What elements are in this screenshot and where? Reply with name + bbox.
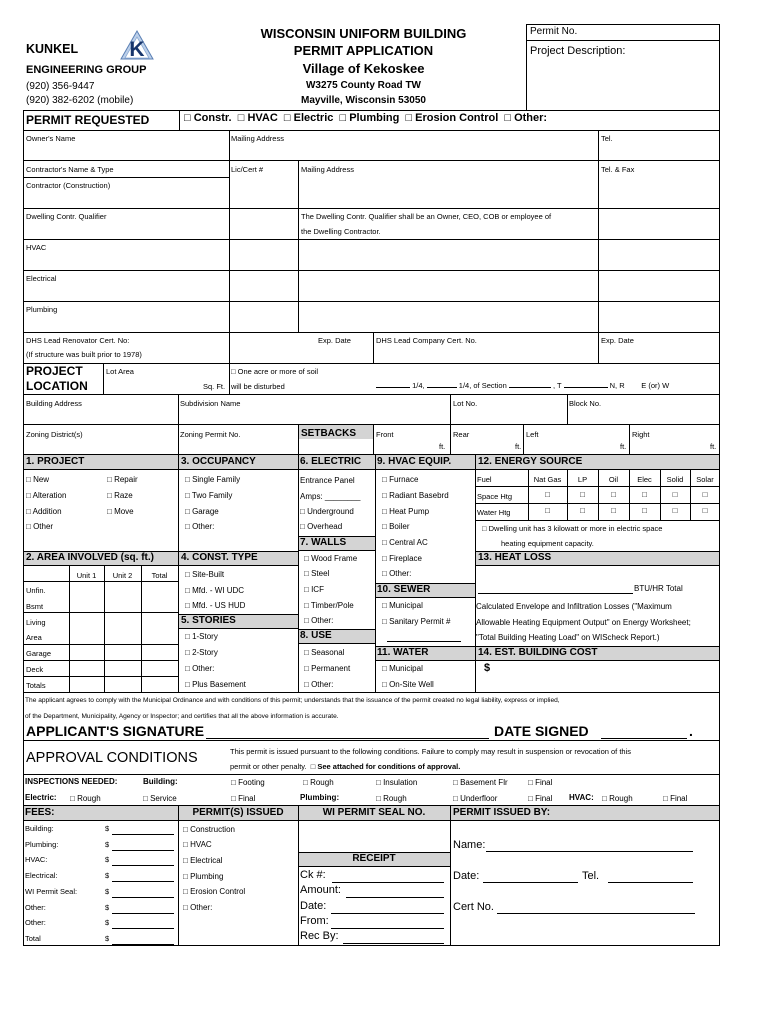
unit-2-col: Unit 2 xyxy=(112,571,133,580)
plumbing-checkbox[interactable]: □ xyxy=(339,112,350,124)
lic-cert-label: Lic/Cert # xyxy=(231,165,264,174)
zoning-permit-label: Zoning Permit No. xyxy=(180,430,241,439)
other-issued-option[interactable]: □ Other: xyxy=(183,903,213,912)
electrical-issued-option[interactable]: □ Electrical xyxy=(183,856,223,865)
plumbing-contractor-label: Plumbing xyxy=(26,305,58,314)
boiler-option[interactable]: □ Boiler xyxy=(382,522,410,531)
company-subtitle: ENGINEERING GROUP xyxy=(26,64,147,76)
approval-text-1: This permit is issued pursuant to the following conditions. Failure to comply may result in suspension or revocation of this xyxy=(230,747,632,756)
entrance-panel-label: Entrance Panel xyxy=(300,476,355,485)
rough-hvac-option[interactable]: □ Rough xyxy=(602,794,633,803)
issued-by-date-field[interactable] xyxy=(483,882,578,883)
building-cost-dollar: $ xyxy=(484,662,491,674)
electric-capacity-note: heating equipment capacity. xyxy=(501,539,594,548)
section-11-title: 11. WATER xyxy=(377,647,429,658)
unit-1-col: Unit 1 xyxy=(76,571,97,580)
heat-pump-option[interactable]: □ Heat Pump xyxy=(382,507,430,516)
contractor-mailing-label: Mailing Address xyxy=(301,165,354,174)
fee-label: Other: xyxy=(25,902,46,912)
village-address: W3275 County Road TW xyxy=(305,80,421,91)
energy-checkbox-space-htg-elec[interactable]: □ xyxy=(642,490,647,499)
section-10-title: 10. SEWER xyxy=(377,584,431,595)
rec-by-label: Rec By: xyxy=(300,930,339,942)
from-field[interactable] xyxy=(331,928,444,929)
final-plumbing-option[interactable]: □ Final xyxy=(528,794,553,803)
bsmt-row: Bsmt xyxy=(26,602,44,611)
two-story-option[interactable]: □ 2-Story xyxy=(185,648,218,657)
other-walls-option[interactable]: □ Other: xyxy=(304,616,334,625)
wood-frame-option[interactable]: □ Wood Frame xyxy=(304,554,358,563)
living-row: Living xyxy=(26,618,46,627)
erosion-checkbox[interactable]: □ xyxy=(405,112,416,124)
overhead-option[interactable]: □ Overhead xyxy=(300,522,343,531)
energy-checkbox-water-htg-nat-gas[interactable]: □ xyxy=(545,506,550,515)
one-story-option[interactable]: □ 1-Story xyxy=(185,632,218,641)
fee-dollar-sign: $ xyxy=(105,933,110,943)
section-9-title: 9. HVAC EQUIP. xyxy=(377,456,452,467)
other-project-option[interactable]: □ Other xyxy=(26,522,54,531)
basement-flr-option[interactable]: □ Basement Flr xyxy=(453,778,508,787)
date-signed-line[interactable] xyxy=(601,738,687,739)
fee-label: WI Permit Seal: xyxy=(25,886,78,896)
dwelling-note-2: the Dwelling Contractor. xyxy=(301,227,381,236)
electric-checkbox[interactable]: □ xyxy=(283,112,294,124)
section-4-title: 4. CONST. TYPE xyxy=(181,552,258,563)
signature-line[interactable] xyxy=(206,738,489,739)
underfloor-option[interactable]: □ Underfloor xyxy=(453,794,498,803)
disturbed-label: will be disturbed xyxy=(231,382,285,391)
cert-no-label: Cert No. xyxy=(453,901,494,913)
section-13-title: 13. HEAT LOSS xyxy=(478,552,552,563)
dwelling-qualifier-label: Dwelling Contr. Qualifier xyxy=(26,212,107,221)
cert-no-field[interactable] xyxy=(497,913,695,914)
icf-option[interactable]: □ ICF xyxy=(304,585,324,594)
village-name: Village of Kekoskee xyxy=(302,61,425,76)
energy-checkbox-water-htg-solid[interactable]: □ xyxy=(672,506,678,515)
energy-checkbox-water-htg-oil[interactable]: □ xyxy=(611,506,616,515)
issued-by-tel-field[interactable] xyxy=(608,882,693,883)
final-electric-option[interactable]: □ Final xyxy=(231,794,256,803)
energy-checkbox-space-htg-lp[interactable]: □ xyxy=(580,490,585,499)
two-family-option[interactable]: □ Two Family xyxy=(185,491,233,500)
other-occupancy-option[interactable]: □ Other: xyxy=(185,522,215,531)
fee-amount-field[interactable] xyxy=(112,834,174,835)
heat-loss-note-2: Allowable Heating Equipment Output" on Energy Worksheet; xyxy=(476,618,691,627)
municipal-water-option[interactable]: □ Municipal xyxy=(382,664,423,673)
steel-option[interactable]: □ Steel xyxy=(304,569,330,578)
permits-issued-title: PERMIT(S) ISSUED xyxy=(192,807,284,818)
amount-field[interactable] xyxy=(346,897,444,898)
section-12-title: 12. ENERGY SOURCE xyxy=(478,456,583,467)
building-address-label: Building Address xyxy=(26,399,82,408)
applicant-signature-label: APPLICANT'S SIGNATURE xyxy=(26,723,205,739)
energy-checkbox-space-htg-oil[interactable]: □ xyxy=(611,490,616,499)
energy-checkbox-space-htg-solid[interactable]: □ xyxy=(672,490,678,499)
lot-no-label: Lot No. xyxy=(453,399,478,408)
deck-row: Deck xyxy=(26,665,44,674)
fee-amount-field[interactable] xyxy=(112,944,174,945)
agreement-text-1: The applicant agrees to comply with the Municipal Ordinance and with conditions of this permit; understands that the issuance of the permit created no legal liability, express or implied, xyxy=(25,697,560,704)
rear-setback-label: Rear xyxy=(453,430,470,439)
lot-area-label: Lot Area xyxy=(106,367,134,376)
fee-dollar-sign: $ xyxy=(105,871,110,881)
right-ft: ft. xyxy=(710,442,717,451)
section-14-title: 14. EST. BUILDING COST xyxy=(478,647,598,658)
owner-name-label: Owner's Name xyxy=(26,134,76,143)
permit-no-label: Permit No. xyxy=(530,26,578,37)
fee-dollar-sign: $ xyxy=(105,855,110,865)
approval-conditions-title: APPROVAL CONDITIONS xyxy=(26,750,198,766)
alteration-option[interactable]: □ Alteration xyxy=(26,491,67,500)
on-site-well-option[interactable]: □ On-Site Well xyxy=(382,680,434,689)
receipt-date-label: Date: xyxy=(300,900,327,912)
rough-building-option[interactable]: □ Rough xyxy=(303,778,334,787)
fee-amount-field[interactable] xyxy=(112,850,174,851)
fee-label: Total xyxy=(25,933,41,943)
inspections-needed-label: INSPECTIONS NEEDED: xyxy=(25,777,118,786)
oil-col: Oil xyxy=(608,475,619,484)
sqft-label: Sq. Ft. xyxy=(203,382,226,391)
garage-option[interactable]: □ Garage xyxy=(185,507,219,516)
total-col: Total xyxy=(151,571,168,580)
energy-checkbox-water-htg-solar[interactable]: □ xyxy=(702,506,708,515)
energy-checkbox-space-htg-solar[interactable]: □ xyxy=(702,490,708,499)
solid-col: Solid xyxy=(666,475,684,484)
fee-amount-field[interactable] xyxy=(112,897,174,898)
fee-label: Plumbing: xyxy=(25,839,59,849)
addition-option[interactable]: □ Addition xyxy=(26,507,62,516)
project-location-title-1: PROJECT xyxy=(26,364,83,378)
central-ac-option[interactable]: □ Central AC xyxy=(382,538,428,547)
issued-by-name-label: Name: xyxy=(453,839,486,851)
project-location-title-2: LOCATION xyxy=(26,379,88,393)
lead-cert-note: (If structure was built prior to 1978) xyxy=(26,350,142,359)
fee-label: Building: xyxy=(25,824,54,833)
fee-dollar-sign: $ xyxy=(105,839,110,849)
radiant-option[interactable]: □ Radiant Basebrd xyxy=(382,491,449,500)
move-option[interactable]: □ Move xyxy=(107,507,134,516)
permit-requested-label: PERMIT REQUESTED xyxy=(26,113,150,127)
heat-loss-note-1: Calculated Envelope and Infiltration Losses ("Maximum xyxy=(476,602,672,611)
lead-cert-label: DHS Lead Renovator Cert. No: xyxy=(26,336,130,345)
service-option[interactable]: □ Service xyxy=(143,794,177,803)
mfd-us-option[interactable]: □ Mfd. - US HUD xyxy=(185,601,246,610)
hvac-inspections-label: HVAC: xyxy=(569,793,594,802)
amps-field[interactable]: Amps: ________ xyxy=(300,492,361,501)
repair-option[interactable]: □ Repair xyxy=(107,475,138,484)
company-name: KUNKEL xyxy=(26,42,79,56)
section-5-title: 5. STORIES xyxy=(181,615,236,626)
fee-dollar-sign: $ xyxy=(105,902,110,912)
new-option[interactable]: □ New xyxy=(26,475,50,484)
final-building-option[interactable]: □ Final xyxy=(528,778,553,787)
btu-total-label: BTU/HR Total xyxy=(634,584,683,593)
elec-col: Elec xyxy=(637,475,652,484)
approval-text-2: permit or other penalty. □ See attached for conditions of approval. xyxy=(230,762,461,771)
garage-row: Garage xyxy=(26,649,52,658)
signature-period: . xyxy=(689,723,693,739)
permit-application-form xyxy=(23,24,720,946)
single-family-option[interactable]: □ Single Family xyxy=(185,475,241,484)
timber-pole-option[interactable]: □ Timber/Pole xyxy=(304,601,354,610)
fee-dollar-sign: $ xyxy=(105,918,110,928)
energy-checkbox-space-htg-nat-gas[interactable]: □ xyxy=(545,490,550,499)
left-setback-label: Left xyxy=(526,430,539,439)
hvac-issued-option[interactable]: □ HVAC xyxy=(183,840,212,849)
receipt-title: RECEIPT xyxy=(352,853,396,864)
rough-electric-option[interactable]: □ Rough xyxy=(70,794,101,803)
plus-basement-option[interactable]: □ Plus Basement xyxy=(185,680,246,689)
section-8-title: 8. USE xyxy=(300,630,332,641)
fee-amount-field[interactable] xyxy=(112,865,174,866)
issued-by-date-label: Date: xyxy=(453,870,480,882)
permit-type-options: □ Constr. □ HVAC □ Electric □ Plumbing □ Erosion Control □ Other: xyxy=(184,112,548,124)
check-no-field[interactable] xyxy=(332,882,444,883)
electric-capacity-option[interactable]: □ Dwelling unit has 3 kilowatt or more in electric space xyxy=(482,524,663,533)
lead-company-label: DHS Lead Company Cert. No. xyxy=(376,336,477,345)
section-7-title: 7. WALLS xyxy=(300,537,347,548)
issued-by-tel-label: Tel. xyxy=(582,870,600,882)
wi-permit-seal-title: WI PERMIT SEAL NO. xyxy=(322,807,426,818)
raze-option[interactable]: □ Raze xyxy=(107,491,133,500)
fuel-label: Fuel xyxy=(477,475,492,484)
owner-tel-label: Tel. xyxy=(601,134,613,143)
erosion-issued-option[interactable]: □ Erosion Control xyxy=(183,887,246,896)
energy-checkbox-water-htg-lp[interactable]: □ xyxy=(580,506,585,515)
rec-by-field[interactable] xyxy=(343,943,444,944)
rear-ft: ft. xyxy=(515,442,522,451)
contractor-construction-label: Contractor (Construction) xyxy=(26,181,111,190)
from-label: From: xyxy=(300,915,329,927)
footing-option[interactable]: □ Footing xyxy=(231,778,265,787)
seasonal-option[interactable]: □ Seasonal xyxy=(304,648,345,657)
fee-label: Electrical: xyxy=(25,871,58,881)
block-no-label: Block No. xyxy=(569,399,602,408)
subdivision-label: Subdivision Name xyxy=(180,399,241,408)
lp-col: LP xyxy=(577,475,588,484)
solar-col: Solar xyxy=(696,475,714,484)
other-hvac-option[interactable]: □ Other: xyxy=(382,569,412,578)
issued-by-name-field[interactable] xyxy=(486,851,693,852)
plumbing-inspections-label: Plumbing: xyxy=(300,793,340,802)
dwelling-note-1: The Dwelling Contr. Qualifier shall be an Owner, CEO, COB or employee of xyxy=(301,212,552,221)
electric-inspections-label: Electric: xyxy=(25,793,57,802)
check-no-label: Ck #: xyxy=(300,869,326,881)
fee-dollar-sign: $ xyxy=(105,824,110,833)
section-line: 1/4, 1/4, of Section , T N, R E (or) W xyxy=(376,381,669,390)
fee-label: HVAC: xyxy=(25,855,48,865)
other-checkbox[interactable]: □ xyxy=(504,112,515,124)
company-logo xyxy=(118,28,156,62)
other-use-option[interactable]: □ Other: xyxy=(304,680,334,689)
other-stories-option[interactable]: □ Other: xyxy=(185,664,215,673)
fee-amount-field[interactable] xyxy=(112,881,174,882)
area-row: Area xyxy=(26,633,42,642)
fee-amount-field[interactable] xyxy=(112,928,174,929)
setbacks-label: SETBACKS xyxy=(301,428,357,439)
agreement-text-2: of the Department, Municipality, Agency or Inspector; and certifies that all the above information is accurate. xyxy=(25,713,339,720)
nat-gas-col: Nat Gas xyxy=(533,475,562,484)
contractor-name-label: Contractor's Name & Type xyxy=(26,165,114,174)
attached-conditions-checkbox[interactable]: □ xyxy=(310,762,318,771)
company-phone: (920) 356-9447 xyxy=(26,81,95,92)
village-city: Mayville, Wisconsin 53050 xyxy=(301,95,426,106)
insulation-option[interactable]: □ Insulation xyxy=(376,778,418,787)
heat-loss-note-3: "Total Building Heating Load" on WIScheck Report.) xyxy=(476,633,660,642)
section-3-title: 3. OCCUPANCY xyxy=(181,456,256,467)
section-1-title: 1. PROJECT xyxy=(26,456,85,467)
municipal-sewer-option[interactable]: □ Municipal xyxy=(382,601,423,610)
site-built-option[interactable]: □ Site-Built xyxy=(185,570,225,579)
fee-dollar-sign: $ xyxy=(105,886,110,896)
project-description-label: Project Description: xyxy=(530,45,626,57)
energy-checkbox-water-htg-elec[interactable]: □ xyxy=(642,506,647,515)
form-subtitle: PERMIT APPLICATION xyxy=(293,43,434,58)
left-ft: ft. xyxy=(620,442,627,451)
underground-option[interactable]: □ Underground xyxy=(300,507,354,516)
electrical-contractor-label: Electrical xyxy=(26,274,57,283)
amount-label: Amount: xyxy=(300,884,341,896)
mfd-wi-option[interactable]: □ Mfd. - WI UDC xyxy=(185,586,245,595)
front-setback-label: Front xyxy=(376,430,394,439)
logo-letter: K xyxy=(129,38,145,61)
final-hvac-option[interactable]: □ Final xyxy=(663,794,688,803)
permanent-option[interactable]: □ Permanent xyxy=(304,664,351,673)
owner-mailing-label: Mailing Address xyxy=(231,134,284,143)
totals-row: Totals xyxy=(26,681,46,690)
space-htg-label: Space Htg xyxy=(477,492,513,501)
hvac-checkbox[interactable]: □ xyxy=(237,112,248,124)
zoning-district-label: Zoning District(s) xyxy=(26,430,83,439)
section-6-title: 6. ELECTRIC xyxy=(300,456,362,467)
hvac-contractor-label: HVAC xyxy=(26,243,47,252)
fee-label: Other: xyxy=(25,918,46,928)
construction-issued-option[interactable]: □ Construction xyxy=(183,825,235,834)
one-acre-option[interactable]: □ One acre or more of soil xyxy=(231,367,319,376)
furnace-option[interactable]: □ Furnace xyxy=(382,475,419,484)
receipt-date-field[interactable] xyxy=(331,913,444,914)
company-mobile: (920) 382-6202 (mobile) xyxy=(26,95,134,106)
form-title: WISCONSIN UNIFORM BUILDING xyxy=(260,26,467,41)
fireplace-option[interactable]: □ Fireplace xyxy=(382,554,422,563)
permit-issued-by-title: PERMIT ISSUED BY: xyxy=(453,807,551,818)
section-2-title: 2. AREA INVOLVED (sq. ft.) xyxy=(26,552,154,563)
fees-title: FEES: xyxy=(25,807,55,818)
rough-plumbing-option[interactable]: □ Rough xyxy=(376,794,407,803)
front-ft: ft. xyxy=(439,442,446,451)
water-htg-label: Water Htg xyxy=(477,508,511,517)
plumbing-issued-option[interactable]: □ Plumbing xyxy=(183,872,224,881)
lead-exp-date-label: Exp. Date xyxy=(318,336,351,345)
lead-company-exp-label: Exp. Date xyxy=(601,336,634,345)
unfin-row: Unfin. xyxy=(26,586,46,595)
fee-amount-field[interactable] xyxy=(112,913,174,914)
tel-fax-label: Tel. & Fax xyxy=(601,165,635,174)
right-setback-label: Right xyxy=(632,430,650,439)
date-signed-label: DATE SIGNED xyxy=(494,723,589,739)
sanitary-permit-option[interactable]: □ Sanitary Permit # xyxy=(382,617,451,626)
constr-checkbox[interactable]: □ xyxy=(184,112,194,124)
building-inspections-label: Building: xyxy=(143,777,178,786)
